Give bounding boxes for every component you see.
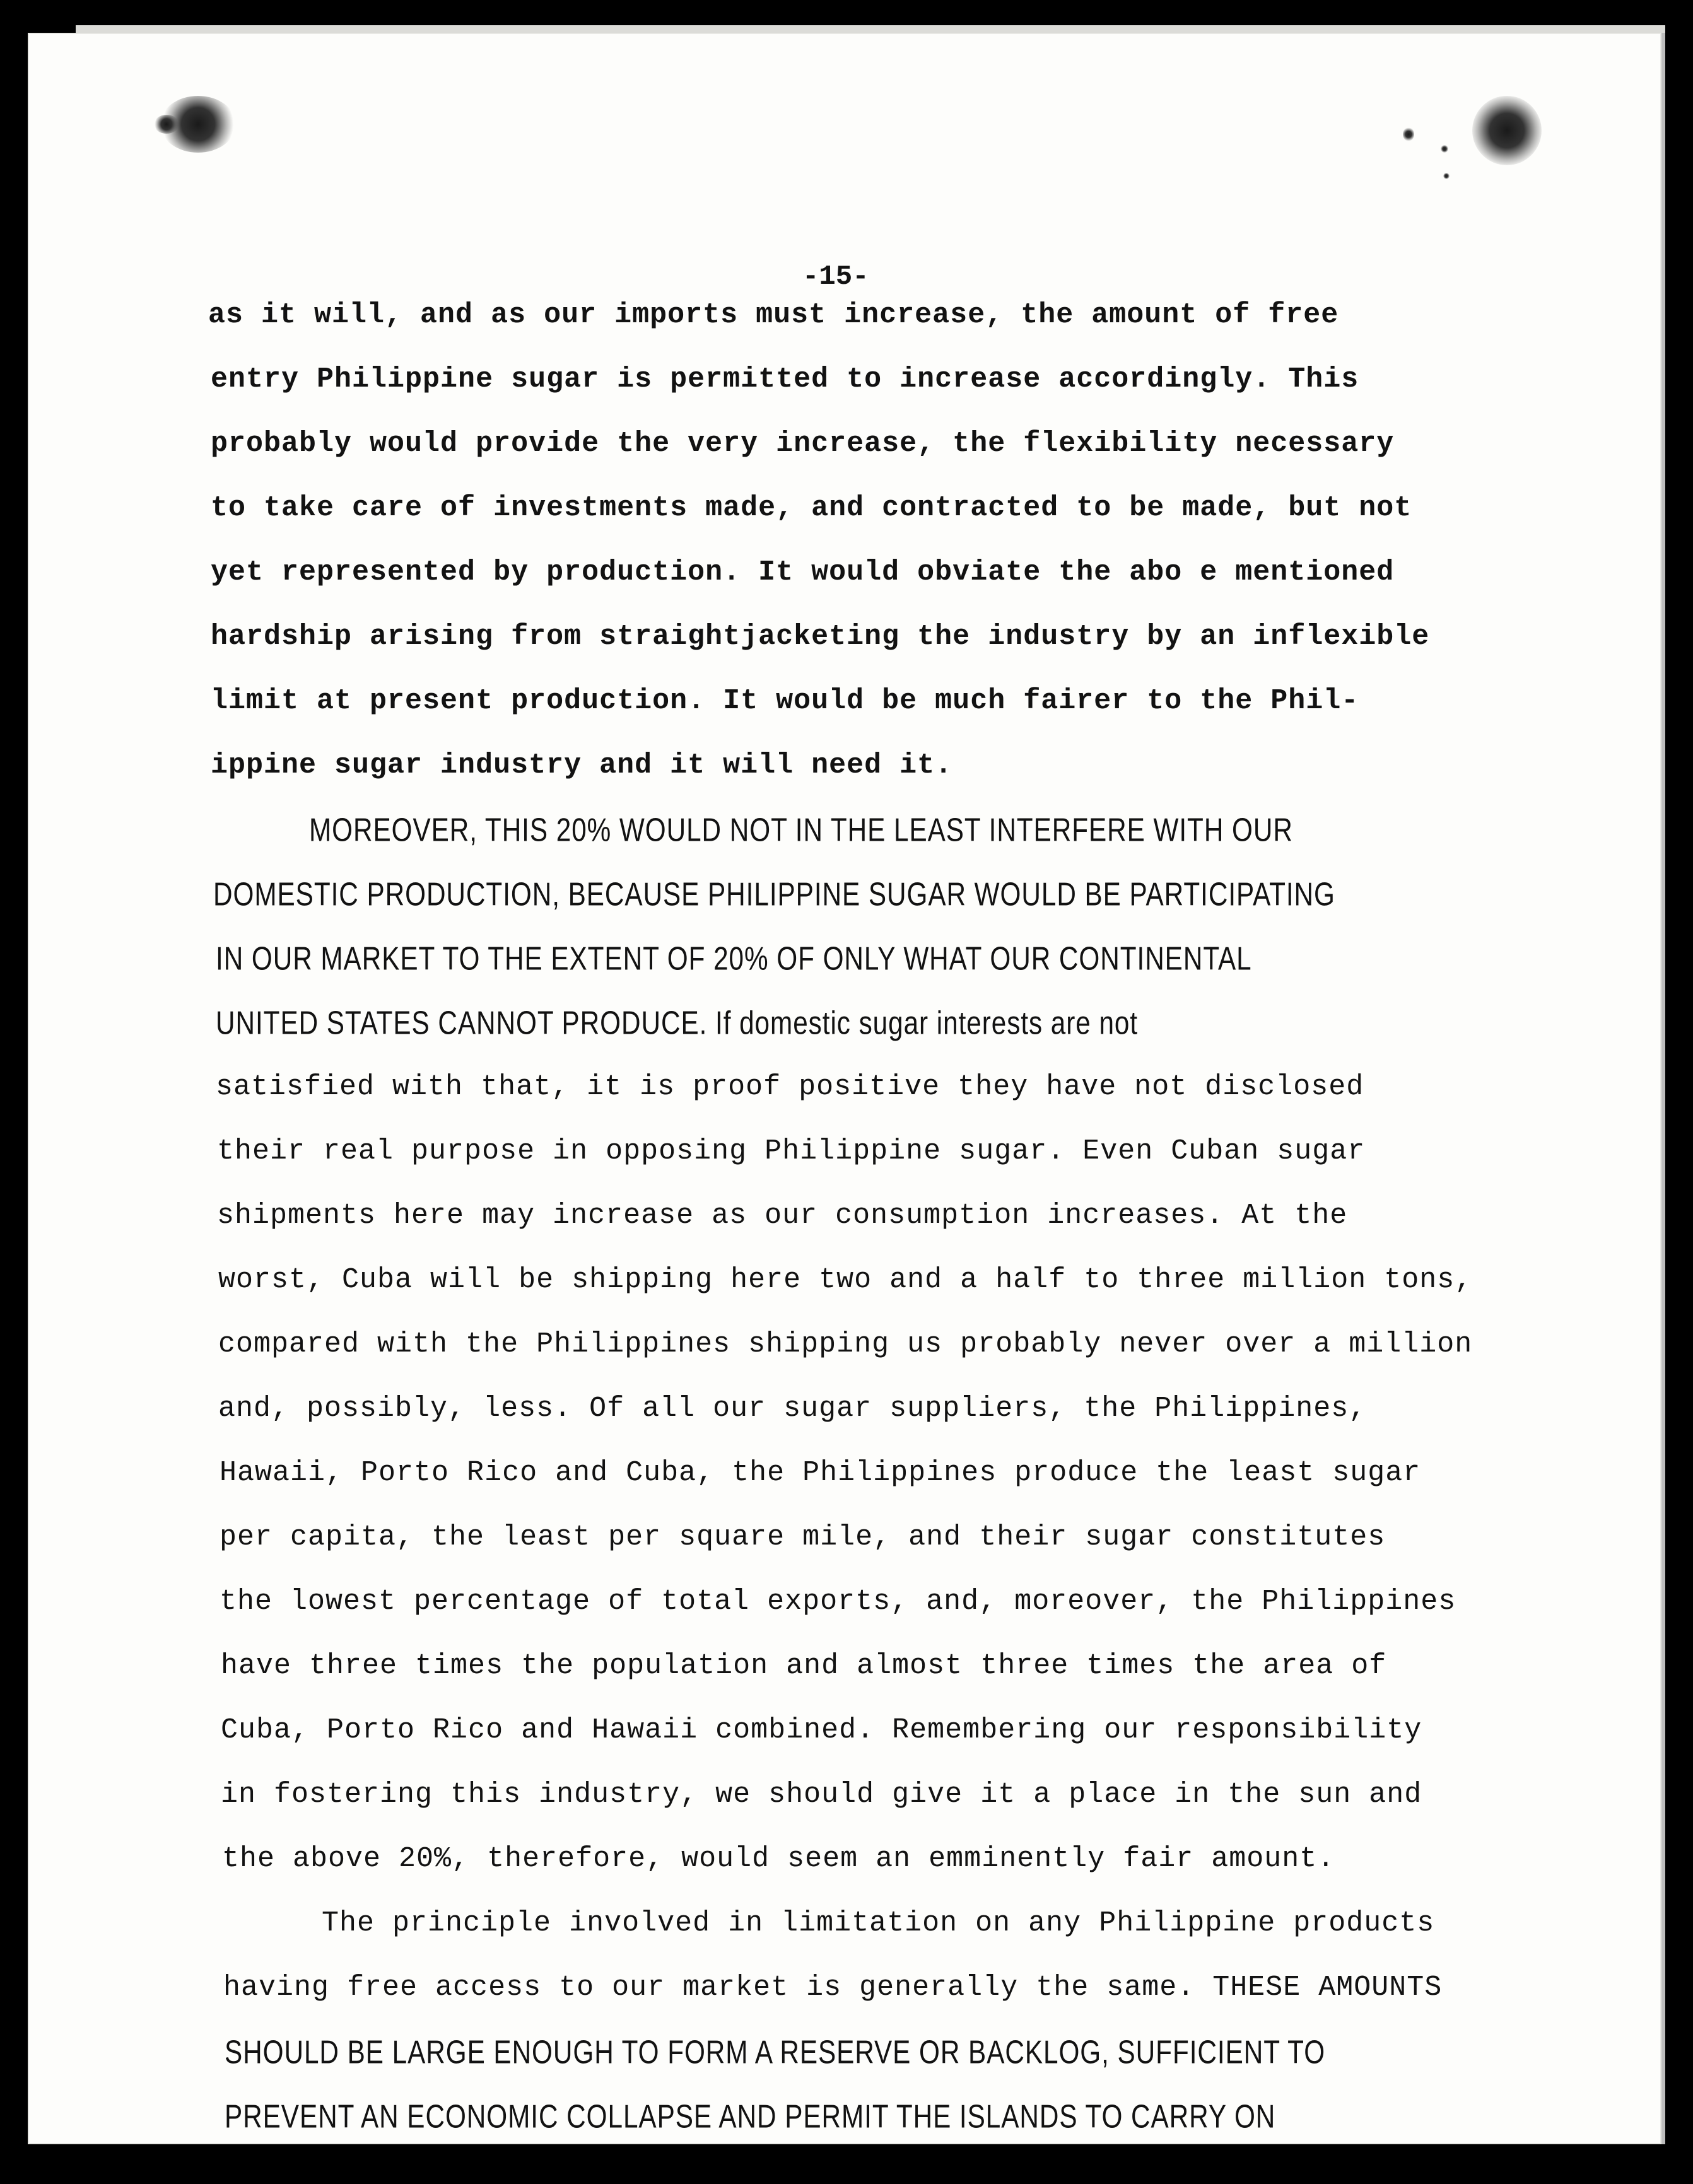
text-line: per capita, the least per square mile, and their sugar constitutes <box>220 1521 1386 1553</box>
text-line: ippine sugar industry and it will need it. <box>211 749 953 781</box>
text-line: satisfied with that, it is proof positive they have not disclosed <box>216 1071 1364 1103</box>
ink-smudge-right <box>1472 96 1542 165</box>
text-line: limit at present production. It would be much fairer to the Phil- <box>211 685 1359 717</box>
text-line: the lowest percentage of total exports, and, moreover, the Philippines <box>220 1585 1456 1618</box>
text-line: compared with the Philippines shipping us probably never over a million <box>218 1328 1473 1360</box>
paper-sheet <box>28 33 1665 2144</box>
text-line: and, possibly, less. Of all our sugar suppliers, the Philippines, <box>218 1393 1367 1425</box>
text-line: DOMESTIC PRODUCTION, BECAUSE PHILIPPINE SUGAR WOULD BE PARTICIPATING <box>213 875 1335 913</box>
ink-smudge-left-small <box>154 115 179 134</box>
text-line: The principle involved in limitation on any Philippine products <box>322 1907 1435 1939</box>
text-line: IN OUR MARKET TO THE EXTENT OF 20% OF ONLY WHAT OUR CONTINENTAL <box>216 940 1252 977</box>
text-line: MOREOVER, THIS 20% WOULD NOT IN THE LEAST INTERFERE WITH OUR <box>309 811 1293 848</box>
ink-dot-right <box>1403 127 1414 141</box>
text-line: probably would provide the very increase, the flexibility necessary <box>211 428 1395 460</box>
text-line: SHOULD BE LARGE ENOUGH TO FORM A RESERVE OR BACKLOG, SUFFICIENT TO <box>225 2033 1326 2070</box>
text-line: yet represented by production. It would obviate the abo e mentioned <box>211 556 1395 588</box>
text-line: UNITED STATES CANNOT PRODUCE. If domestic sugar interests are not <box>216 1004 1139 1041</box>
page-number: -15- <box>802 261 869 293</box>
ink-dot-right-3 <box>1443 173 1450 179</box>
ink-dot-right-2 <box>1441 145 1448 153</box>
text-line: having free access to our market is generally the same. THESE AMOUNTS <box>223 1971 1443 2004</box>
text-line: Hawaii, Porto Rico and Cuba, the Philippines produce the least sugar <box>220 1457 1421 1489</box>
text-line: PREVENT AN ECONOMIC COLLAPSE AND PERMIT THE ISLANDS TO CARRY ON <box>225 2098 1276 2135</box>
text-line: as it will, and as our imports must increase, the amount of free <box>208 299 1339 331</box>
text-line: entry Philippine sugar is permitted to increase accordingly. This <box>211 363 1359 395</box>
text-line: the above 20%, therefore, would seem an emminently fair amount. <box>222 1843 1335 1875</box>
text-line: have three times the population and almost three times the area of <box>221 1650 1387 1682</box>
text-line: worst, Cuba will be shipping here two and a half to three million tons, <box>218 1264 1473 1296</box>
text-line: Cuba, Porto Rico and Hawaii combined. Remembering our responsibility <box>221 1714 1422 1746</box>
text-line: hardship arising from straightjacketing the industry by an inflexible <box>211 621 1430 653</box>
text-line: shipments here may increase as our consumption increases. At the <box>217 1200 1348 1232</box>
text-line: to take care of investments made, and contracted to be made, but not <box>211 492 1412 524</box>
text-line: their real purpose in opposing Philippine sugar. Even Cuban sugar <box>217 1135 1366 1167</box>
text-line: in fostering this industry, we should give it a place in the sun and <box>221 1778 1422 1811</box>
